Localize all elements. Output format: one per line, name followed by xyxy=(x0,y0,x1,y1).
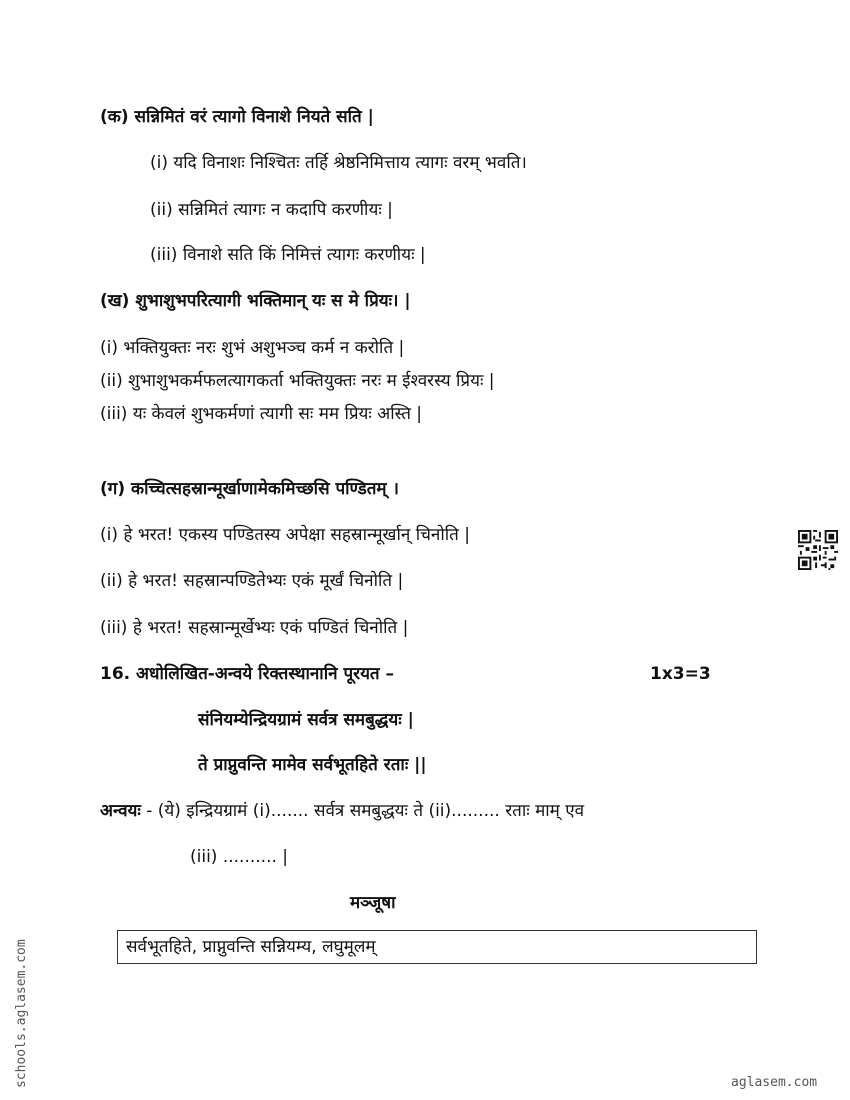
footer-watermark: aglasem.com xyxy=(731,1075,818,1090)
manjusha-box xyxy=(117,930,757,964)
question-kha-option-3: (iii) यः केवलं शुभकर्मणां त्यागी सः मम प्रियः अस्ति | xyxy=(100,404,423,424)
question-kha-heading: (ख) शुभाशुभपरित्यागी भक्तिमान् यः स मे प्रियः। | xyxy=(100,291,411,311)
qr-code-icon xyxy=(798,530,838,570)
question-ka-heading: (क) सन्निमितं वरं त्यागो विनाशे नियते सति | xyxy=(100,107,374,127)
side-watermark: schools.aglasem.com xyxy=(14,939,29,1088)
verse-line-1: संनियम्येन्द्रियग्रामं सर्वत्र समबुद्धयः | xyxy=(198,710,414,730)
question-kha-option-2: (ii) शुभाशुभकर्मफलत्यागकर्ता भक्तियुक्तः नरः म ईश्वरस्य प्रियः | xyxy=(100,371,495,391)
question-ka-option-3: (iii) विनाशे सति किं निमित्तं त्यागः करणीयः | xyxy=(150,245,426,265)
anvaya-line-1 xyxy=(100,800,584,822)
question-16-marks: 1x3=3 xyxy=(650,664,711,684)
question-ga-option-1: (i) हे भरत! एकस्य पण्डितस्य अपेक्षा सहस्रान्मूर्खान् चिनोति | xyxy=(100,525,470,545)
manjusha-words: सर्वभूतहिते, प्राप्नुवन्ति सन्नियम्य, लघुमूलम् xyxy=(126,937,376,957)
question-ga-option-2: (ii) हे भरत! सहस्रान्पण्डितेभ्यः एकं मूर्खं चिनोति | xyxy=(100,571,404,591)
manjusha-title: मञ्जूषा xyxy=(350,893,396,913)
question-ga-heading: (ग) कच्चित्सहस्रान्मूर्खाणामेकमिच्छसि पण्डितम् । xyxy=(100,479,399,499)
question-kha-option-1: (i) भक्तियुक्तः नरः शुभं अशुभञ्च कर्म न करोति | xyxy=(100,338,405,358)
question-16-heading: 16. अधोलिखित-अन्वये रिक्तस्थानानि पूरयत – xyxy=(100,664,395,684)
question-ga-option-3: (iii) हे भरत! सहस्रान्मूर्खेभ्यः एकं पण्डितं चिनोति | xyxy=(100,618,409,638)
question-ka-option-2: (ii) सन्निमितं त्यागः न कदापि करणीयः | xyxy=(150,200,393,220)
anvaya-line-2: (iii) .......... | xyxy=(190,847,289,867)
question-ka-option-1: (i) यदि विनाशः निश्चितः तर्हि श्रेष्ठनिमित्ताय त्यागः वरम् भवति। xyxy=(150,153,527,173)
verse-line-2: ते प्राप्नुवन्ति मामेव सर्वभूतहिते रताः || xyxy=(198,755,427,775)
anvaya-text: - (ये) इन्द्रियग्रामं (i)....... सर्वत्र समबुद्धयः ते (ii)......... रताः माम् एव xyxy=(140,801,585,821)
anvaya-label: अन्वयः xyxy=(100,801,141,821)
